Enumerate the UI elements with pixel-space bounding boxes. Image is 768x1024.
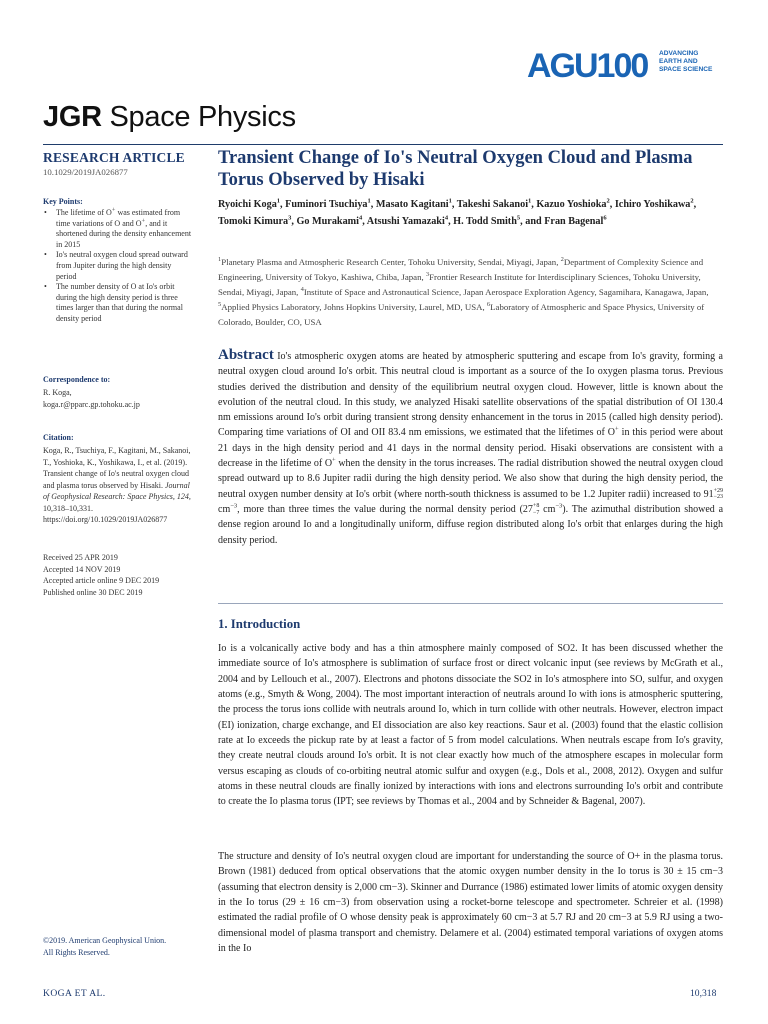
author-name: Atsushi Yamazaki (366, 215, 445, 227)
err1-dn: −23 (713, 494, 723, 501)
abstract-text-2: in this period were about 21 days in the high density period and 41 days in the normal density period. Hisaki observations are consistent with a decrease in the lifetime of O (218, 427, 723, 470)
affiliation-text: Laboratory of Atmospheric and Space Physics, University of Colorado, Boulder, CO, USA (218, 302, 705, 327)
affiliation-text: Department of Complexity Science and Engineering, University of Tokyo, Kashiwa, Chiba, Japan, (218, 257, 704, 282)
affiliation-text: Applied Physics Laboratory, Johns Hopkins University, Laurel, MD, USA, (221, 302, 487, 312)
key-point-3: • The number density of O at Io's orbit during the high density period is three times larger than that during the normal density period (43, 282, 193, 324)
correspondence-email[interactable]: koga.r@pparc.gp.tohoku.ac.jp (43, 399, 140, 409)
author-affiliation-mark: 1 (367, 197, 371, 205)
author-name: Tomoki Kimura (218, 215, 289, 227)
author-name: Fuminori Tsuchiya (285, 199, 368, 210)
author-name: Kazuo Yoshioka (536, 199, 607, 210)
affiliation-number: 2 (560, 256, 564, 264)
intro-paragraph-2: The structure and density of Io's neutral oxygen cloud are important for understanding the source of O+ in the plasma torus. Brown (1981) deduced from optical observations that the atomic oxygen number density in the Io torus is 30 ± 15 cm−3 (assuming that electron density is 2,000 cm−3). Skinner and Durrance (1986) estimated lower limits of atomic oxygen density in the Io torus (29 ± 16 cm−3) from observation using a rocket-borne telescope and spectrometer. Schreier et al. (1998) estimated the radial profile of O whose density peak is approximately 60 cm−3 at 5.7 RJ and 20 cm−3 at 5.9 RJ using a two-dimensional model of plasma transport and chemistry. Delamere et al. (2004) estimated temporal variations of oxygen atoms in the Io (218, 851, 723, 955)
key-point-2: • Io's neutral oxygen cloud spread outward from Jupiter during the high density period (43, 250, 193, 282)
agu100-logo-text: AGU100 (527, 47, 648, 85)
abstract-heading: Abstract (218, 347, 274, 363)
affiliation-text: Frontier Research Institute for Interdisciplinary Sciences, Tohoku University, Sendai, Miyagi, Japan, (218, 272, 701, 297)
affiliations (218, 255, 723, 330)
abstract-text-7: ). The azimuthal distribution showed a dense region around Io and a longitudinally uniform, diffuse region distributed along Io's orbit that enlarges during the high density period. (218, 503, 724, 546)
abstract-text-5: , more than three times the value during the normal density period (27 (237, 503, 533, 515)
date-accepted-online: Accepted article online 9 DEC 2019 (43, 576, 160, 585)
error-bar-1 (714, 488, 723, 501)
affiliation-text: Planetary Plasma and Atmospheric Research Center, Tohoku University, Sendai, Miyagi, Japan, (221, 257, 561, 267)
affiliation-text: Institute of Space and Astronautical Science, Japan Aerospace Exploration Agency, Sagamihara, Kanagawa, Japan, (303, 287, 709, 297)
logo-tagline-1: ADVANCING (659, 50, 699, 57)
date-received: Received 25 APR 2019 (43, 553, 118, 562)
citation-heading: Citation: (43, 433, 74, 442)
logo-tagline-2: EARTH AND (659, 58, 698, 65)
correspondence-name: R. Koga, (43, 388, 72, 397)
abstract-divider (218, 603, 723, 604)
sup-m3-2: −3 (555, 502, 563, 510)
author-name: Ichiro Yoshikawa (614, 199, 691, 210)
copyright-line-1: ©2019. American Geophysical Union. (43, 936, 167, 945)
publication-dates (43, 552, 203, 598)
agu100-logo (527, 45, 727, 87)
section-heading-introduction: 1. Introduction (218, 617, 301, 631)
err2-up: +8 (532, 503, 540, 510)
author-affiliation-mark: 3 (288, 214, 292, 222)
correspondence-block (43, 387, 193, 410)
affiliation-number: 4 (300, 286, 304, 294)
sup-plus-2: + (332, 456, 336, 464)
abstract-text-4: cm (218, 503, 231, 515)
key-point-1-text: The lifetime of O+ was estimated from time variations of O and O+, and it shortened during the density enhancement in 2015 (56, 206, 192, 249)
err1-up: +29 (713, 487, 723, 494)
sup-m3-1: −3 (230, 502, 238, 510)
author-affiliation-mark: 2 (690, 197, 694, 205)
author-name: Takeshi Sakanoi (456, 199, 529, 210)
header-divider (43, 144, 723, 145)
article-doi[interactable]: 10.1029/2019JA026877 (43, 167, 128, 177)
author-name: Ryoichi Koga (218, 199, 277, 210)
citation-pages[interactable]: 10,318–10,331. https://doi.org/10.1029/2019JA026877 (43, 503, 168, 524)
author-affiliation-mark: 6 (603, 214, 607, 222)
article-type: RESEARCH ARTICLE (43, 150, 185, 165)
article-meta (43, 150, 193, 177)
citation-block (43, 445, 193, 526)
abstract-text-1: Io's atmospheric oxygen atoms are heated by atmospheric sputtering and escape from Io's gravity, forming a neutral oxygen cloud around Io's orbit. This neutral cloud is important as a source of the Io oxygen plasma torus. Previous studies derived the distribution and density of the equilibrium neutral oxygen cloud. However, little is known about the evolution of the neutral cloud. In this study, we analyzed Hisaki satellite observations of the spatial distribution of OI 130.4 nm emissions around Io's orbit during transient strong density enhancement in the torus in 2015 (called high density period). Comparing time variations of OI and OII 83.4 nm emissions, we estimated that the lifetimes of O (218, 351, 723, 439)
author-name: H. Todd Smith (453, 215, 517, 227)
author-affiliation-mark: 2 (606, 197, 610, 205)
author-name: Fran Bagenal (544, 215, 604, 227)
author-name: Masato Kagitani (375, 199, 449, 210)
copyright-line-2: All Rights Reserved. (43, 947, 110, 957)
author-name: Go Murakami (296, 215, 359, 227)
journal-title-rest: Space Physics (101, 101, 296, 133)
correspondence-heading: Correspondence to: (43, 375, 111, 384)
key-point-1 (43, 208, 193, 250)
abstract-text-6: cm (539, 503, 556, 515)
key-points-list (43, 208, 193, 325)
author-affiliation-mark: 1 (448, 197, 452, 205)
date-accepted: Accepted 14 NOV 2019 (43, 564, 121, 574)
key-points-heading: Key Points: (43, 197, 83, 206)
sup-plus-1: + (615, 426, 619, 434)
copyright (43, 935, 203, 958)
abstract (218, 348, 723, 548)
citation-journal: Journal of Geophysical Research: Space Physics, 124, (43, 480, 191, 501)
author-affiliation-mark: 5 (516, 214, 521, 222)
intro-paragraph-1: Io is a volcanically active body and has a thin atmosphere mainly composed of SO2. It has been discussed whether the immediate source of Io's atmosphere is sublimation of surface frost or direct volcanic input (see reviews by McGrath et al., 2004 and by Lellouch et al., 2007). Electrons and photons dissociate the SO2 in Io's atmosphere into SO, sulfur, and oxygen atoms (e.g., Smyth & Wong, 2004). The most important interaction of neutrals around Io with ions is atmospheric sputtering, the process the torus ions collide with neutrals around Io, which in turn collide with other neutrals. However, electron impact (EI) ionization, charge exchange, and EI dissociation are also key reactions. Saur et al. (2003) found that the elastic collision rate at Io exceeds the pickup rate by at least a factor of 5 from model calculations. When neutrals escape from Io's gravity, they create neutral clouds around Io's orbit. It is not clear exactly how much of the atmosphere escapes in molecular form versus escaping as clouds of co-orbiting neutral atomic sulfur and oxygen (e.g., Dols et al., 2008, 2012). Oxygen and sulfur atoms in these neutral clouds are finally ionized by interactions with ions and electrons surrounding Io's orbit and contribute to create the Io plasma torus (IPT; see reviews by Thomas et al., 2004 and by Schneider & Bagenal, 2007). (218, 643, 723, 808)
abstract-text-3: when the density in the torus increases. The radial distribution showed the neutral oxygen cloud spread outward up to 8.6 Jupiter radii during the high density period. We also show that during the high density period, the neutral oxygen number density at Io's orbit (where north-south thickness is assumed to be 1.2 Jupiter radii) increased to 91 (218, 458, 723, 500)
author-affiliation-mark: 4 (444, 214, 449, 222)
footer-authors: KOGA ET AL. (43, 988, 106, 999)
date-published: Published online 30 DEC 2019 (43, 587, 143, 597)
citation-text: Koga, R., Tsuchiya, F., Kagitani, M., Sakanoi, T., Yoshioka, K., Yoshikawa, I., et al. (2019). Transient change of Io's neutral oxygen cloud and plasma torus observed by Hisaki. (43, 446, 191, 490)
affiliation-number: 6 (486, 301, 491, 309)
article-title: Transient Change of Io's Neutral Oxygen Cloud and Plasma Torus Observed by Hisaki (218, 148, 693, 190)
author-affiliation-mark: 4 (359, 214, 363, 222)
author-list: Ryoichi Koga$^1$, Fuminori Tsuchiya$^1$, Masato Kagitani$^1$, Takeshi Sakanoi$^1$, Kazuo Yoshioka$^2$, Ichiro Yoshikawa$^2$, Tomoki Kimura$^3$, Go Murakami$^4$, Atsushi Yamazaki$^4$, H. Todd Smith$^5$, and Fran Bagenal$^6$ (218, 197, 697, 227)
journal-title (43, 101, 296, 134)
affiliation-number: 1 (218, 256, 222, 264)
logo-tagline-3: SPACE SCIENCE (659, 66, 713, 73)
footer-page-number: 10,318 (690, 988, 717, 999)
journal-title-bold: JGR (43, 101, 102, 133)
author-affiliation-mark: 1 (276, 197, 281, 205)
author-affiliation-mark: 1 (528, 197, 532, 205)
affiliation-number: 5 (218, 301, 222, 309)
affiliation-number: 3 (425, 271, 430, 279)
err2-dn: −7 (532, 509, 540, 516)
